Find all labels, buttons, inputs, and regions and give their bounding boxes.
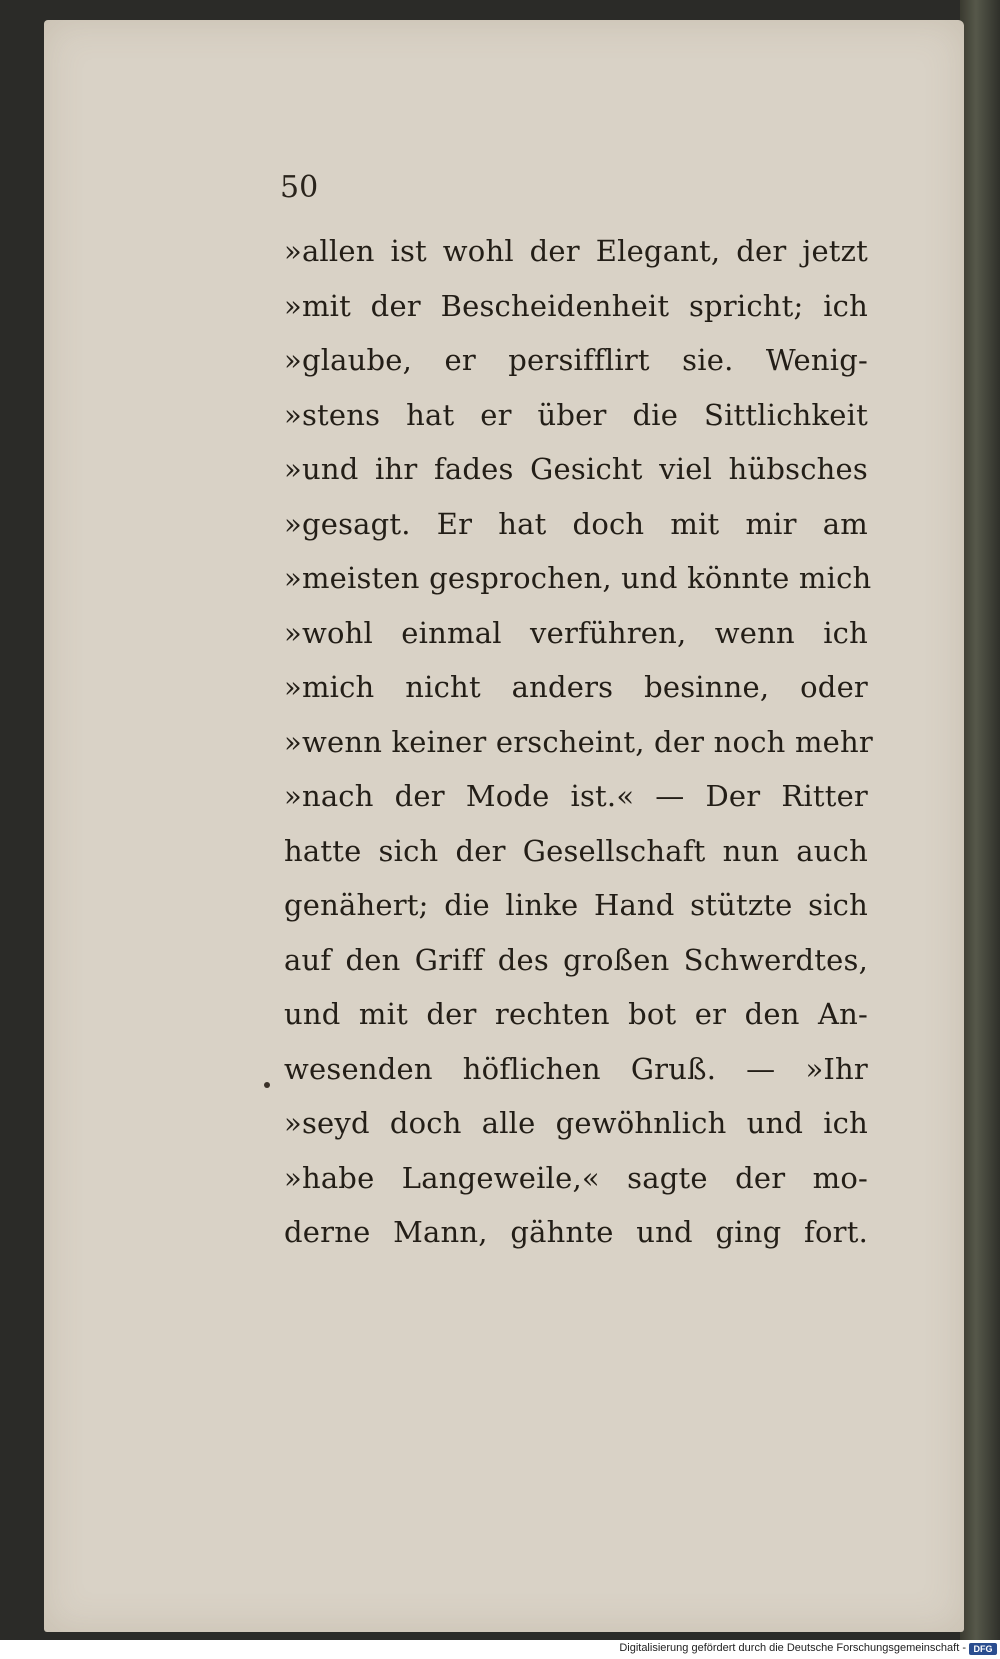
text-line: »und ihr fades Gesicht viel hübsches xyxy=(284,452,868,486)
text-line: »glaube, er persifflirt sie. Wenig- xyxy=(284,343,868,377)
body-text xyxy=(284,224,873,1260)
text-line: »habe Langeweile,« sagte der mo- xyxy=(284,1160,868,1195)
text-line: wesenden höflichen Gruß. — »Ihr xyxy=(284,1051,868,1086)
text-line: auf den Griff des großen Schwerdtes, xyxy=(284,942,868,977)
text-line: »gesagt. Er hat doch mit mir am xyxy=(284,506,868,541)
text-line: »seyd doch alle gewöhnlich und ich xyxy=(284,1106,868,1140)
text-line: und mit der rechten bot er den An- xyxy=(284,997,868,1031)
footer-credit: Digitalisierung gefördert durch die Deutsche Forschungsgemeinschaft - xyxy=(619,1642,966,1654)
text-line: »meisten gesprochen, und könnte mich xyxy=(284,561,872,595)
text-line: »nach der Mode ist.« — Der Ritter xyxy=(284,779,868,813)
text-line: »mich nicht anders besinne, oder xyxy=(284,670,868,704)
text-line: »stens hat er über die Sittlichkeit xyxy=(284,397,868,432)
book-cover-edge xyxy=(960,0,1000,1640)
dfg-logo: DFG xyxy=(969,1643,997,1655)
text-line: derne Mann, gähnte und ging fort. xyxy=(284,1215,868,1249)
text-line: genähert; die linke Hand stützte sich xyxy=(284,888,868,922)
margin-mark xyxy=(264,1082,270,1088)
text-line: »wohl einmal verführen, wenn ich xyxy=(284,615,868,650)
text-line: »allen ist wohl der Elegant, der jetzt xyxy=(284,234,868,268)
footer-bar xyxy=(0,1640,1000,1659)
text-line: hatte sich der Gesellschaft nun auch xyxy=(284,833,868,868)
page-number: 50 xyxy=(280,170,319,205)
text-line: »wenn keiner erscheint, der noch mehr xyxy=(284,724,873,759)
text-line: »mit der Bescheidenheit spricht; ich xyxy=(284,288,868,323)
